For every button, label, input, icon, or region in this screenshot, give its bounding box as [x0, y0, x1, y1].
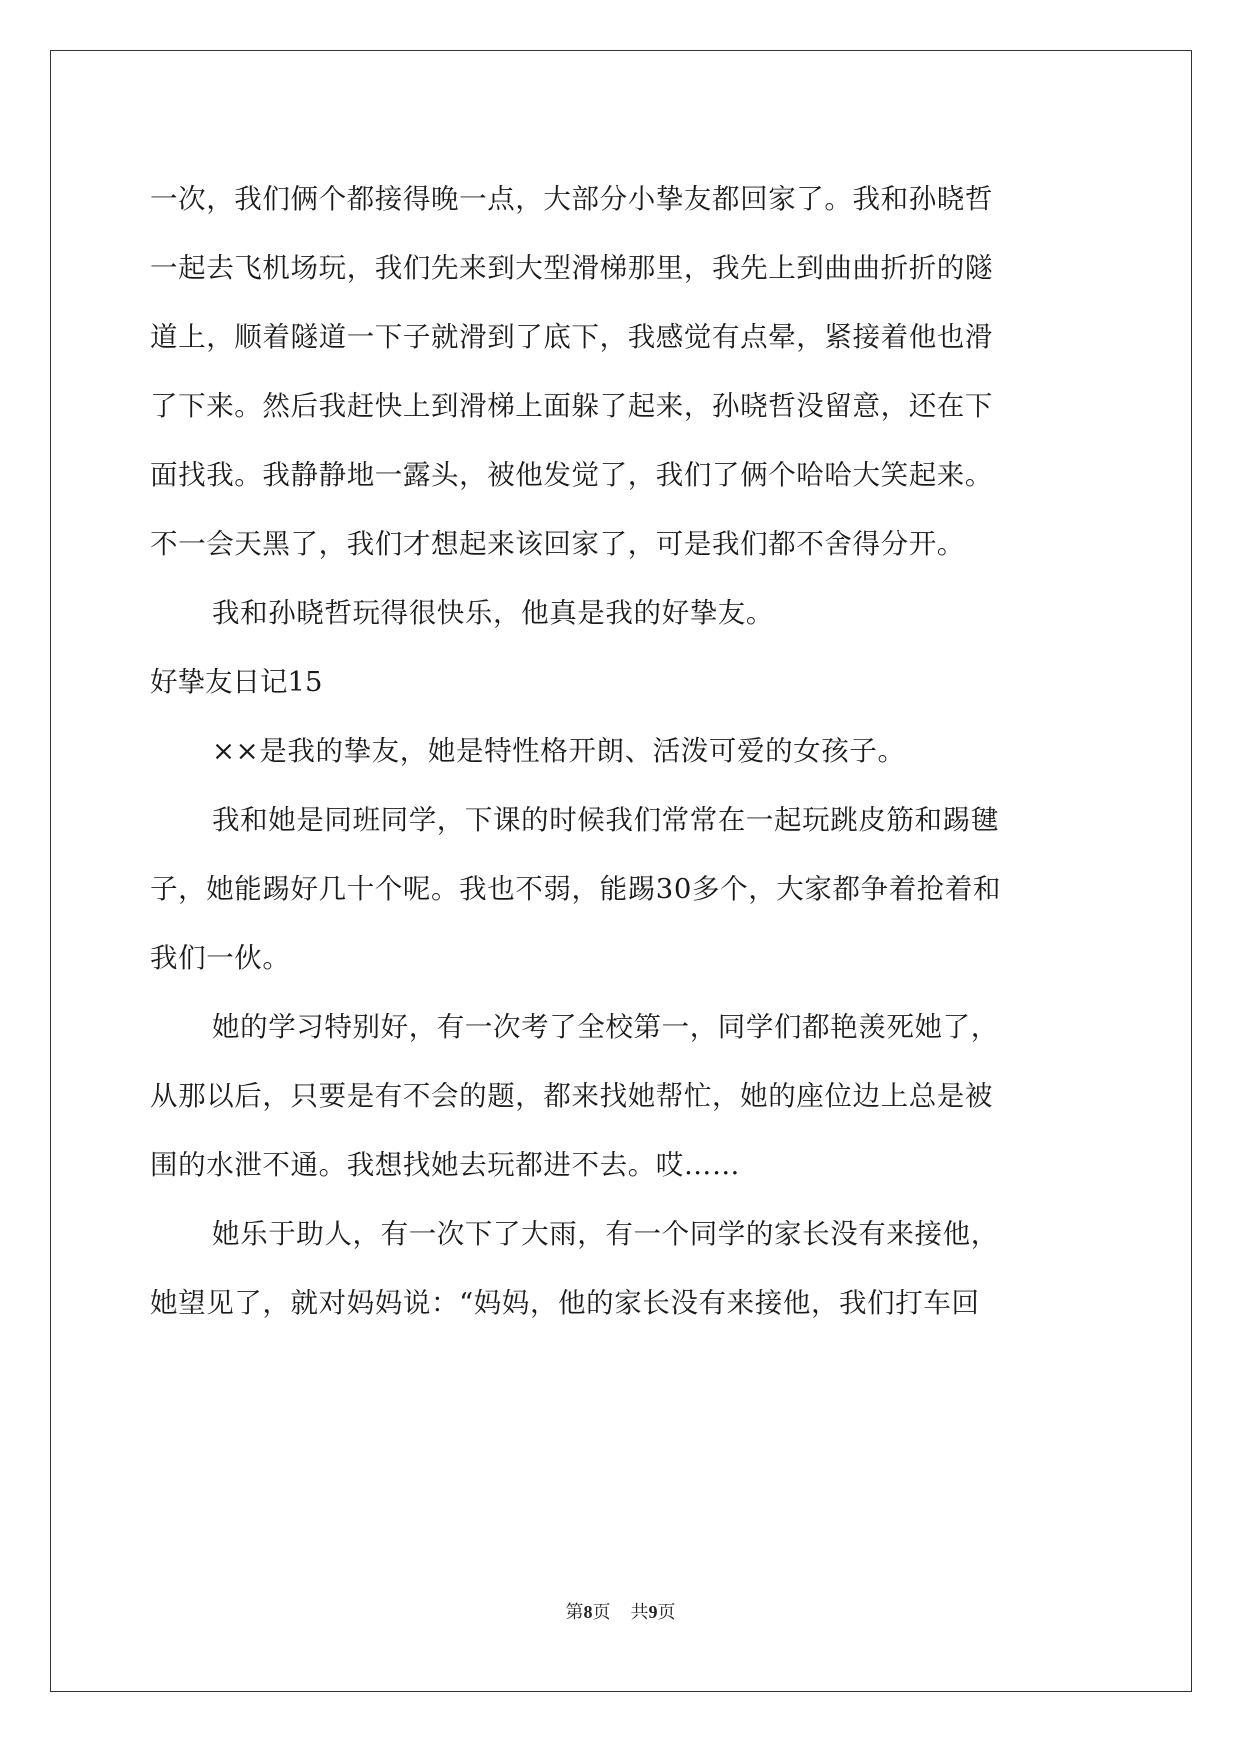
document-body: [150, 165, 1100, 1338]
text-line: 子，她能踢好几十个呢。我也不弱，能踢30多个，大家都争着抢着和: [150, 873, 1002, 905]
text-line: 我们一伙。: [150, 942, 291, 974]
text-line: 道上，顺着隧道一下子就滑到了底下，我感觉有点晕，紧接着他也滑: [150, 321, 993, 353]
page-unit: 页: [592, 1602, 611, 1622]
paragraph-start-line: 我和她是同班同学，下课的时候我们常常在一起玩跳皮筋和踢毽: [212, 804, 999, 836]
paragraph-start-line: 她乐于助人，有一次下了大雨，有一个同学的家长没有来接他，: [212, 1218, 999, 1250]
paragraph-start-line: ××是我的挚友，她是特性格开朗、活泼可爱的女孩子。: [212, 735, 906, 767]
text-line: 从那以后，只要是有不会的题，都来找她帮忙，她的座位边上总是被: [150, 1080, 993, 1112]
text-line: 她望见了，就对妈妈说：“妈妈，他的家长没有来接他，我们打车回: [150, 1287, 980, 1319]
paragraph-start-line: 她的学习特别好，有一次考了全校第一，同学们都艳羡死她了，: [212, 1011, 999, 1043]
text-line: 围的水泄不通。我想找她去玩都进不去。哎……: [150, 1149, 741, 1181]
total-unit: 页: [657, 1602, 676, 1622]
total-prefix: 共: [630, 1602, 649, 1622]
section-heading: 好挚友日记15: [150, 666, 323, 698]
text-line: 一次，我们俩个都接得晚一点，大部分小挚友都回家了。我和孙晓哲: [150, 183, 993, 215]
text-line: 了下来。然后我赶快上到滑梯上面躲了起来，孙晓哲没留意，还在下: [150, 390, 993, 422]
total-page-count: 9: [648, 1602, 658, 1622]
page-prefix: 第: [565, 1602, 584, 1622]
paragraph-start-line: 我和孙晓哲玩得很快乐，他真是我的好挚友。: [212, 597, 774, 629]
text-line: 面找我。我静静地一露头，被他发觉了，我们了俩个哈哈大笑起来。: [150, 459, 993, 491]
page-number-footer: [0, 1598, 1241, 1624]
text-line: 一起去飞机场玩，我们先来到大型滑梯那里，我先上到曲曲折折的隧: [150, 252, 993, 284]
text-line: 不一会天黑了，我们才想起来该回家了，可是我们都不舍得分开。: [150, 528, 965, 560]
current-page-number: 8: [583, 1602, 593, 1622]
